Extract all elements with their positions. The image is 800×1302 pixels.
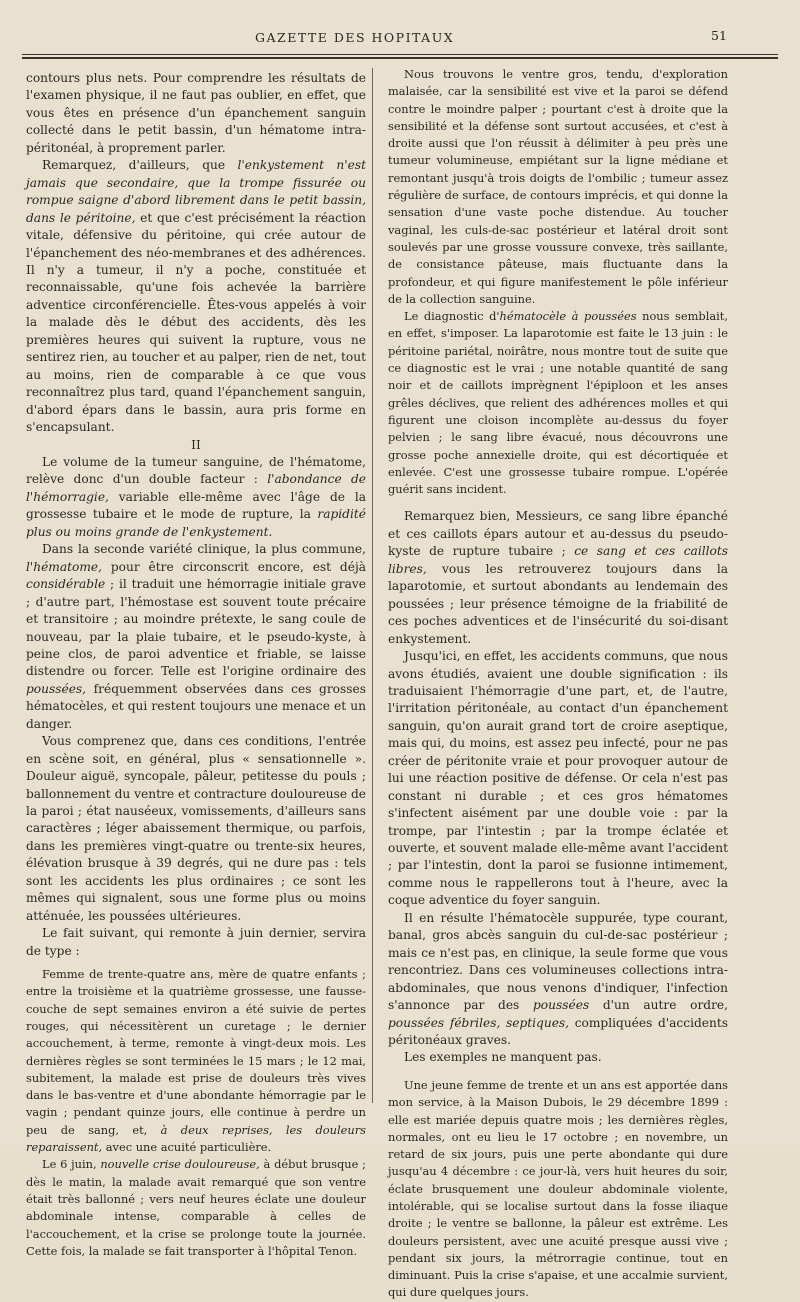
case-paragraph: Une jeune femme de trente et un ans est apportée dans mon service, à la Maison Dubois, le 29 décembre 1899 : elle est mariée depuis quatre mois ; les dernières règles, normales, ont eu lieu le 17 octobre ; en novembre, un retard de six jours, puis une perte abondante qui dure jusqu'au 4 décembre : ce jour-là, vers huit heures du soir, éclate brusquement une douleur abdominale violente, intolérable, qui se localise surtout dans la fosse iliaque droite ; le ventre se ballonne, la pâleur est extrême. Les douleurs persistent, avec une acuité presque aussi vive ; pendant six jours, la métrorragie continue, tout en diminuant. Puis la crise s'apaise, et une accalmie survient, qui dure quelques jours.	[388, 1077, 728, 1300]
header-rule-thin	[22, 54, 778, 55]
paragraph: Remarquez bien, Messieurs, ce sang libre épanché et ces caillots épars autour et au-dessus du pseudo-kyste de rupture tubaire ; ce sang et ces caillots libres, vous les retrouverez toujours dans la laparotomie, et surtout abondants au lendemain des poussées ; leur présence témoigne de la friabilité de ces poches adventices et de l'insécurité du soi-disant enkystement.	[388, 509, 729, 646]
paragraph: Les exemples ne manquent pas.	[404, 1050, 602, 1065]
case-paragraph: Le 6 juin, nouvelle crise douloureuse, à début brusque ; dès le matin, la malade avait remarqué que son ventre était très ballonné ; vers neuf heures éclate une douleur abdominale intense, comparable à celles de l'accouchement, et la crise se prolonge toute la journée. Cette fois, la malade se fait transporter à l'hôpital Tenon.	[26, 1157, 366, 1258]
paragraph: Dans la seconde variété clinique, la plus commune, l'hématome, pour être circonscrit encore, est déjà considérable ; il traduit une hémorragie initiale grave ; d'autre part, l'hémostase est souvent toute précaire et transitoire ; au moindre prétexte, le sang coule de nouveau, par la plaie tubaire, et le pseudo-kyste, à peine clos, de paroi adventice et friable, se laisse distendre ou forcer. Telle est l'origine ordinaire des poussées, fréquemment observées dans ces grosses hématocèles, et qui restent toujours une menace et un danger.	[26, 542, 366, 731]
paragraph: Il en résulte l'hématocèle suppurée, type courant, banal, gros abcès sanguin du cul-de-sac postérieur ; mais ce n'est pas, en clinique, la seule forme que vous rencontriez. Dans ces volumineuses collections intra-abdominales, que nous venons d'indiquer, l'infection s'annonce par des poussées d'un autre ordre, poussées fébriles, septiques, compliquées d'accidents péritonéaux graves.	[388, 910, 728, 1048]
paragraph: Vous comprenez que, dans ces conditions, l'entrée en scène soit, en général, plus « sensationnelle ». Douleur aiguë, syncopale, pâleur, petitesse du pouls ; ballonnement du ventre et contracture douloureuse de la paroi ; état nauséeux, vomissements, d'ailleurs sans caractères ; léger abaissement thermique, ou parfois, dans les premières vingt-quatre ou trente-six heures, élévation brusque à 39 degrés, qui ne dure pas : tels sont les accidents les plus ordinaires ; ce sont les mêmes qui signalent, sous une forme plus ou moins atténuée, les poussées ultérieures.	[26, 734, 366, 923]
section-heading: II	[191, 437, 201, 452]
paragraph: Jusqu'ici, en effet, les accidents communs, que nous avons étudiés, avaient une double signification : ils traduisaient l'hémorragie d'une part, et, de l'autre, l'irritation péritonéale, au contact d'un épanchement sanguin, qu'on aurait grand tort de croire aseptique, mais qui, du moins, est assez peu infecté, pour ne pas créer de péritonite vraie et pour provoquer autour de lui une réaction positive de défense. Or cela n'est pas constant ni durable ; et ces gros hématomes s'infectent aisément par une double voie : par la trompe, par l'intestin ; par la trompe éclatée et ouverte, et souvent malade elle-même avant l'accident ; par l'intestin, dont la paroi se fusionne intimement, comme nous le rappellerons tout à l'heure, avec la coque adventice du foyer sanguin.	[388, 649, 728, 908]
column-divider	[372, 68, 373, 1103]
paragraph: Remarquez, d'ailleurs, que l'enkystement n'est jamais que secondaire, que la trompe fissurée ou rompue saigne d'abord librement dans le petit bassin, dans le péritoine, et que c'est précisément la réaction vitale, défensive du péritoine, qui crée autour de l'épanchement des néo-membranes et des adhérences. Il n'y a tumeur, il n'y a poche, constituée et reconnaissable, qu'une fois achevée la barrière adventice circonférencielle. Êtes-vous appelés à voir la malade dès le début des accidents, dès les premières heures qui suivent la rupture, vous ne sentirez rien, au toucher et au palper, rien de net, tout au moins, rien de comparable à ce que vous reconnaîtrez plus tard, quand l'épanchement sanguin, d'abord épars dans le bassin, aura pris forme en s'encapsulant.	[26, 158, 367, 435]
page-number: 51	[711, 28, 727, 43]
right-column	[388, 66, 728, 1302]
case-paragraph: Femme de trente-quatre ans, mère de quatre enfants ; entre la troisième et la quatrième grossesse, une fausse-couche de sept semaines environ a été suivie de pertes rouges, qui nécessitèrent un curetage ; le dernier accouchement, à terme, remonte à vingt-deux mois. Les dernières règles se sont terminées le 15 mars ; le 12 mai, subitement, la malade est prise de douleurs très vives dans le bas-ventre et d'une abondante hémorragie par le vagin ; pendant quinze jours, elle continue à perdre un peu de sang, et, à deux reprises, les douleurs reparaissent, avec une acuité particulière.	[26, 967, 366, 1155]
journal-title: GAZETTE DES HOPITAUX	[255, 30, 455, 45]
case-paragraph: Nous trouvons le ventre gros, tendu, d'exploration malaisée, car la sensibilité est vive et la paroi se défend contre le moindre palper ; pourtant c'est à droite que la sensibilité et la défense sont surtout accusées, et c'est à droite aussi que l'on réussit à délimiter à peu près une tumeur volumineuse, empiétant sur la ligne médiane et remontant jusqu'à trois doigts de l'ombilic ; tumeur assez régulière de surface, de contours imprécis, et qui donne la sensation d'une vaste poche distendue. Au toucher vaginal, les culs-de-sac postérieur et latéral droit sont soulevés par une grosse voussure convexe, très saillante, de consistance pâteuse, mais fluctuante dans la profondeur, et qui figure manifestement le pôle inférieur de la collection sanguine.	[388, 67, 728, 306]
left-column	[26, 70, 366, 1260]
running-header	[0, 28, 800, 48]
paragraph: contours plus nets. Pour comprendre les résultats de l'examen physique, il ne faut pas oublier, en effet, que vous êtes en présence d'un épanchement sanguin collecté dans le petit bassin, d'un hématome intra-péritonéal, à proprement parler.	[26, 71, 366, 155]
header-rule-thick	[22, 57, 778, 59]
case-paragraph: Le diagnostic d'hématocèle à poussées nous semblait, en effet, s'imposer. La laparotomie est faite le 13 juin : le péritoine pariétal, noirâtre, nous montre tout de suite que ce diagnostic est le vrai ; une notable quantité de sang noir et de caillots imprègnent l'épiploon et les anses grêles déclives, que relient des adhérences molles et qui figurent une cloison incomplète au-dessus du foyer pelvien ; le sang libre évacué, nous découvrons une grosse poche annexielle droite, qui est décortiquée et enlevée. C'est une grossesse tubaire rompue. L'opérée guérit sans incident.	[388, 309, 728, 497]
paragraph: Le volume de la tumeur sanguine, de l'hématome, relève donc d'un double facteur : l'abondance de l'hémorragie, variable elle-même avec l'âge de la grossesse tubaire et le mode de rupture, la rapidité plus ou moins grande de l'enkystement.	[26, 454, 366, 539]
paragraph: Le fait suivant, qui remonte à juin dernier, servira de type :	[26, 926, 366, 958]
